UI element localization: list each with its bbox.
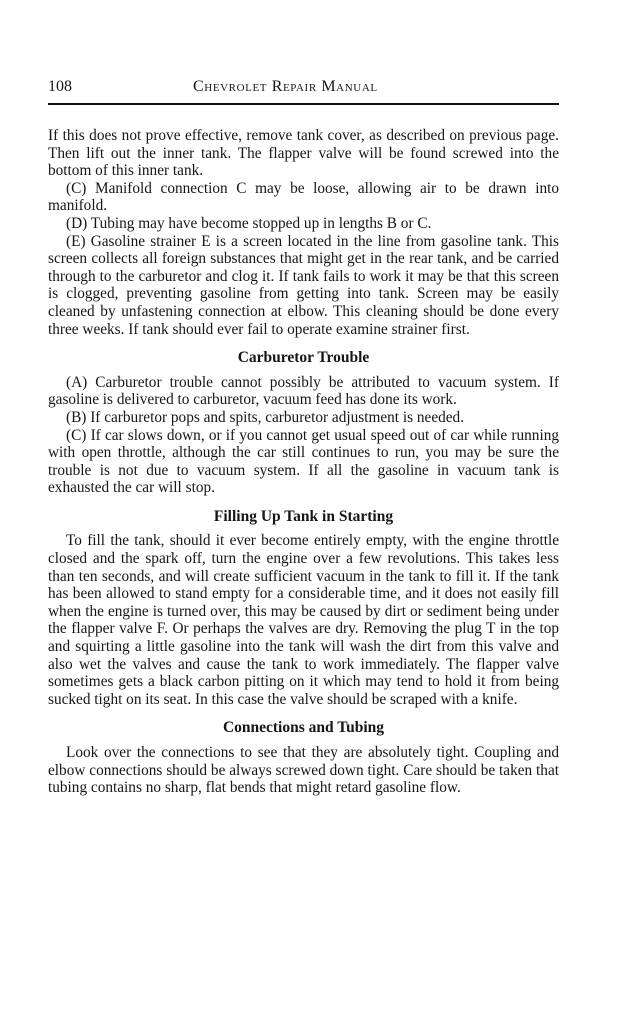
page-number: 108 [48,78,72,95]
item-c-paragraph: (C) Manifold connection C may be loose, allowing air to be drawn into manifold. [48,179,559,215]
intro-paragraph: If this does not prove effective, remove tank cover, as described on previous page. Then lift out the inner tank. The flapper valve will be found screwed into the bottom of this inner tank. [48,127,559,180]
connections-paragraph: Look over the connections to see that they are absolutely tight. Coupling and elbow connections should be always screwed down tight. Care should be taken that tubing contains no sharp, flat bends that might retard gasoline flow. [48,744,559,797]
section-heading-carburetor-trouble: Carburetor Trouble [237,349,370,367]
carburetor-item-c: (C) If car slows down, or if you cannot get usual speed out of car while running with open throttle, although the car still continues to run, you may be sure the trouble is not due to vacuum system. If all the gasoline in vacuum tank is exhausted the car will stop. [48,426,559,497]
carburetor-item-b: (B) If carburetor pops and spits, carburetor adjustment is needed. [66,408,465,426]
body-text [48,127,559,797]
item-d-paragraph: (D) Tubing may have become stopped up in lengths B or C. [66,214,432,232]
header-rule [48,103,559,105]
carburetor-item-a: (A) Carburetor trouble cannot possibly be attributed to vacuum system. If gasoline is delivered to carburetor, vacuum feed has done its work. [48,373,559,409]
running-title: Chevrolet Repair Manual [193,78,378,95]
section-heading-filling-up-tank: Filling Up Tank in Starting [213,507,394,525]
running-head [48,78,559,100]
filling-tank-paragraph: To fill the tank, should it ever become entirely empty, with the engine throttle closed and the spark off, turn the engine over a few revolutions. This takes less than ten seconds, and will create sufficient vacuum in the tank to fill it. If the tank has been allowed to stand empty for a considerable time, and it does not easily fill when the engine is turned over, this may be caused by dirt or sediment being under the flapper valve F. Or perhaps the valves are dry. Removing the plug T in the top and squirting a little gasoline into the tank will wash the dirt from this valve and also wet the valves and cause the tank to work immediately. The flapper valve sometimes gets a black carbon pitting on it which may tend to hold it from being sucked tight on its seat. In this case the valve should be scraped with a knife. [48,532,559,708]
section-heading-connections-tubing: Connections and Tubing [222,719,385,737]
manual-page [48,78,559,797]
item-e-paragraph: (E) Gasoline strainer E is a screen located in the line from gasoline tank. This screen collects all foreign substances that might get in the rear tank, and be carried through to the carburetor and clog it. If tank fails to work it may be that this screen is clogged, preventing gasoline from getting into tank. Screen may be easily cleaned by unfastening connection at elbow. This cleaning should be done every three weeks. If tank should ever fail to operate examine strainer first. [48,232,559,338]
